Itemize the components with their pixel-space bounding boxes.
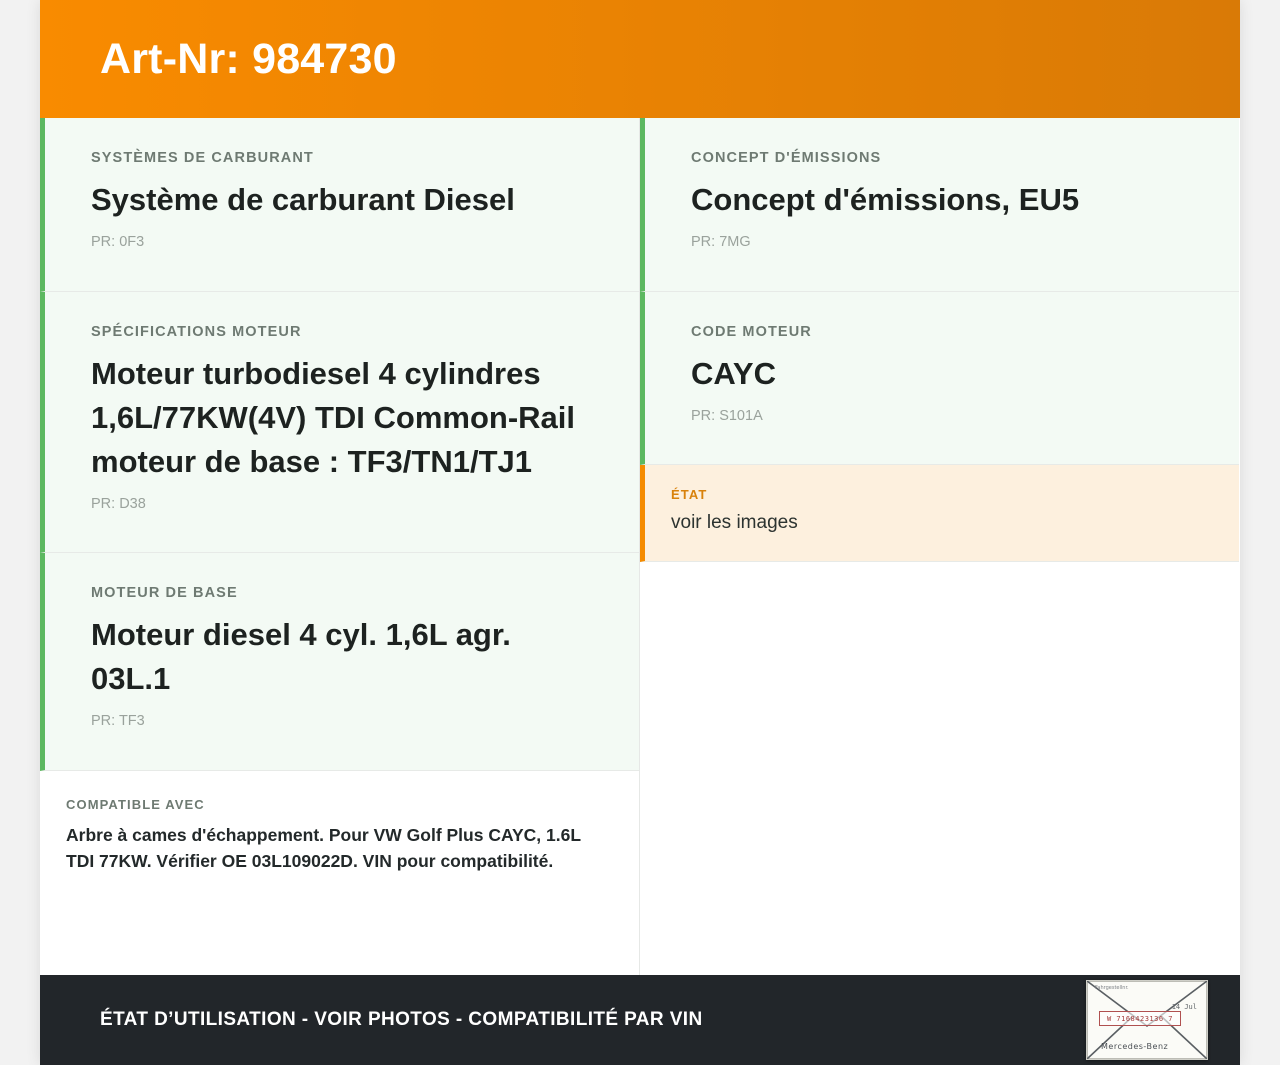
footer-text: ÉTAT D’UTILISATION - VOIR PHOTOS - COMPATIBILITÉ PAR VIN <box>100 1009 703 1030</box>
spec-pr-code: PR: 7MG <box>691 234 751 251</box>
spec-card-engine-specification <box>40 292 639 554</box>
spec-label: CODE MOTEUR <box>691 323 812 340</box>
compatibility-label: COMPATIBLE AVEC <box>66 796 205 812</box>
spec-card-engine-code <box>640 292 1239 466</box>
spec-card-base-engine <box>40 553 639 771</box>
spec-label: SYSTÈMES DE CARBURANT <box>91 150 314 166</box>
header-banner <box>40 0 1240 118</box>
compatibility-text: Arbre à cames d'échappement. Pour VW Golf Plus CAYC, 1.6L TDI 77KW. Vérifier OE 03L109022D. VIN pour compatibilité. <box>66 824 581 871</box>
spec-pr-code: PR: 0F3 <box>91 234 145 251</box>
spec-value: Concept d'émissions, EU5 <box>691 182 1080 217</box>
stamp-right-text: 14 Jul <box>1171 1003 1197 1011</box>
status-value: voir les images <box>671 512 798 534</box>
spec-pr-code: PR: S101A <box>691 407 763 424</box>
status-card <box>640 465 1239 562</box>
left-column-filler <box>40 904 639 975</box>
spec-label: MOTEUR DE BASE <box>91 585 238 602</box>
stamp-brand-text: Mercedes-Benz <box>1101 1042 1169 1051</box>
specs-grid <box>40 118 1240 975</box>
stamp-top-text: Fahrgestellnr. <box>1095 985 1129 991</box>
right-column <box>640 118 1239 975</box>
spec-label: SPÉCIFICATIONS MOTEUR <box>91 323 302 340</box>
footer-banner <box>40 975 1240 1065</box>
spec-label: CONCEPT D'ÉMISSIONS <box>691 150 882 166</box>
spec-value: Moteur diesel 4 cyl. 1,6L agr. 03L.1 <box>91 617 511 697</box>
spec-value: Système de carburant Diesel <box>91 182 515 217</box>
status-label: ÉTAT <box>671 487 708 503</box>
stamp-vin-code: W 7168423136 7 <box>1099 1011 1181 1026</box>
document-page <box>40 0 1240 1065</box>
vin-stamp-image <box>1086 980 1208 1060</box>
spec-value: CAYC <box>691 355 776 391</box>
spec-pr-code: PR: TF3 <box>91 713 145 730</box>
spec-pr-code: PR: D38 <box>91 495 146 512</box>
left-column <box>40 118 640 975</box>
spec-card-fuel-system <box>40 118 639 292</box>
spec-card-emission-concept <box>640 118 1239 292</box>
right-column-filler <box>640 562 1239 975</box>
spec-value: Moteur turbodiesel 4 cylindres 1,6L/77KW(4V) TDI Common-Rail moteur de base : TF3/TN1/TJ1 <box>91 355 575 479</box>
compatibility-card <box>40 771 639 905</box>
page-title: Art-Nr: 984730 <box>100 34 397 83</box>
